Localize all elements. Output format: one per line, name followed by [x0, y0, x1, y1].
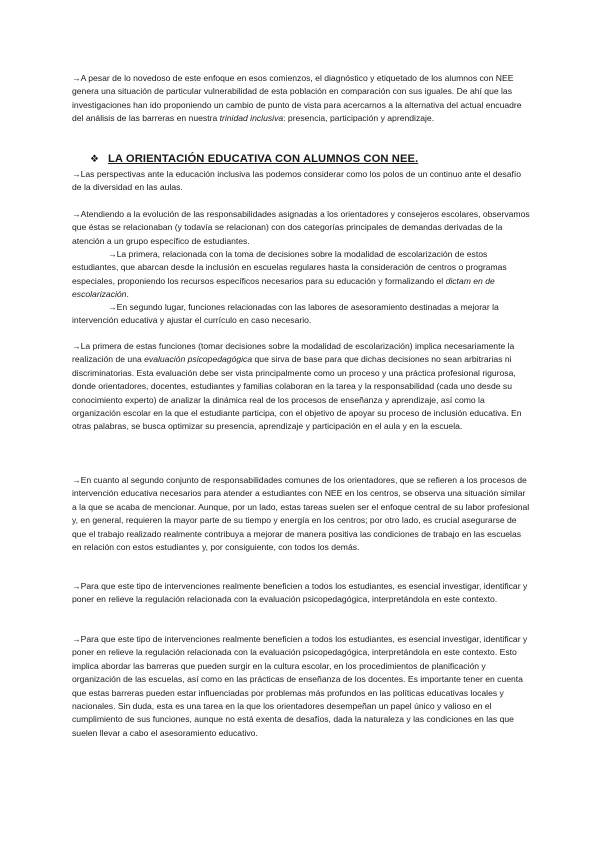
evaluation-text-end: que sirva de base para que dichas decisiones no sean arbitrarias ni discriminatorias. Esta evaluación debe ser vista principalmente como un proceso y una práctica profesional rigurosa, donde orientadores, docentes, estudiantes y familias colaboran en la tarea y la responsabilidad (cada uno desde su conocimiento experto) de analizar la dinámica real de los procesos de enseñanza y aprendizaje, así como la organización escolar en la que el estudiante participa, con el objetivo de apoyar su proceso de inclusión educativa. En otras palabras, se busca optimizar su presencia, aprendizaje y participación en el aula y en la escuela.	[72, 354, 522, 432]
paragraph-first-function	[72, 248, 532, 302]
paragraph-interventions-long: →Para que este tipo de intervenciones realmente beneficien a todos los estudiantes, es esencial investigar, identificar y poner en relieve la regulación relacionada con la evaluación psicopedagógica, interpretándola en este contexto. Esto implica abordar las barreras que pueden surgir en la cultura escolar, en los procedimientos de planificación y organización de las escuelas, así como en las prácticas de enseñanza de los docentes. Es importante tener en cuenta que estas barreras pueden estar influenciadas por problemas más profundos en las políticas educativas locales y nacionales. Sin duda, esta es una tarea en la que los orientadores desempeñan un papel único y valioso en el cumplimiento de sus funciones, aunque no está exenta de desafíos, dada la naturaleza y las condiciones en las que suelen llevar a cabo el asesoramiento educativo.	[72, 634, 528, 738]
paragraph-second-function: →En segundo lugar, funciones relacionadas con las labores de asesoramiento destinadas a mejorar la intervención educativa y ajustar el currículo en caso necesario.	[72, 302, 499, 326]
first-function-text: →La primera, relacionada con la toma de decisiones sobre la modalidad de escolarización de estos estudiantes, que abarcan desde la inclusión en escuelas regulares hasta la consideración de centros o programas especiales, proponiendo los recursos específicos necesarios para su educación y formalizando el	[72, 249, 507, 286]
first-function-italic-term: dictam en de escolarización	[72, 275, 495, 300]
intro-text: →A pesar de lo novedoso de este enfoque en esos comienzos, el diagnóstico y etiquetado de los alumnos con NEE genera una situación de particular vulnerabilidad de esta población en comparación con sus iguales. De ahí que las investigaciones han ido proponiendo un cambio de punto de vista para acercarnos a la alternativa del actual encuadre del análisis de las barreras en nuestra	[72, 73, 522, 124]
diamond-bullet-icon: ❖	[90, 154, 100, 165]
paragraph-interventions-short: →Para que este tipo de intervenciones realmente beneficien a todos los estudiantes, es esencial investigar, identificar y poner en relieve la regulación relacionada con la evaluación psicopedagógica, interpretándola en este contexto.	[72, 581, 528, 605]
paragraph-psychopedagogical-evaluation	[72, 340, 532, 434]
intro-paragraph	[72, 72, 532, 126]
section-heading-title: LA ORIENTACIÓN EDUCATIVA CON ALUMNOS CON NEE.	[108, 153, 419, 165]
intro-italic-term: trinidad inclusiva	[219, 113, 284, 124]
paragraph-second-set: →En cuanto al segundo conjunto de responsabilidades comunes de los orientadores, que se refieren a los procesos de intervención educativa necesarios para atender a estudiantes con NEE en los centros, se observa una situación similar a la que se acaba de mencionar. Aunque, por un lado, estas tareas suelen ser el enfoque central de su labor profesional y, en general, requieren la mayor parte de su tiempo y energía en los centros; por otro lado, es crucial asegurarse de que el trabajo realizado realmente contribuya a mejorar de manera positiva las condiciones de trabajo en las escuelas en relación con estos estudiantes y, por consiguiente, con todos los demás.	[72, 475, 530, 553]
intro-text-end: : presencia, participación y aprendizaje.	[283, 113, 435, 124]
section-heading	[90, 152, 530, 167]
first-function-text-end: .	[126, 289, 129, 300]
paragraph-responsibilities: →Atendiendo a la evolución de las responsabilidades asignadas a los orientadores y consejeros escolares, observamos que éstas se relacionaban (y todavía se relacionan) con dos categorías principales de demandas derivadas de la atención a un grupo específico de estudiantes.	[72, 209, 530, 246]
paragraph-perspectives: →Las perspectivas ante la educación inclusiva las podemos considerar como los polos de un continuo ante el desafío de la diversidad en las aulas.	[72, 169, 522, 193]
evaluation-text: →La primera de estas funciones (tomar decisiones sobre la modalidad de escolarización) implica necesariamente la realización de una	[72, 341, 515, 365]
evaluation-italic-term: evaluación psicopedagógica	[144, 354, 253, 365]
